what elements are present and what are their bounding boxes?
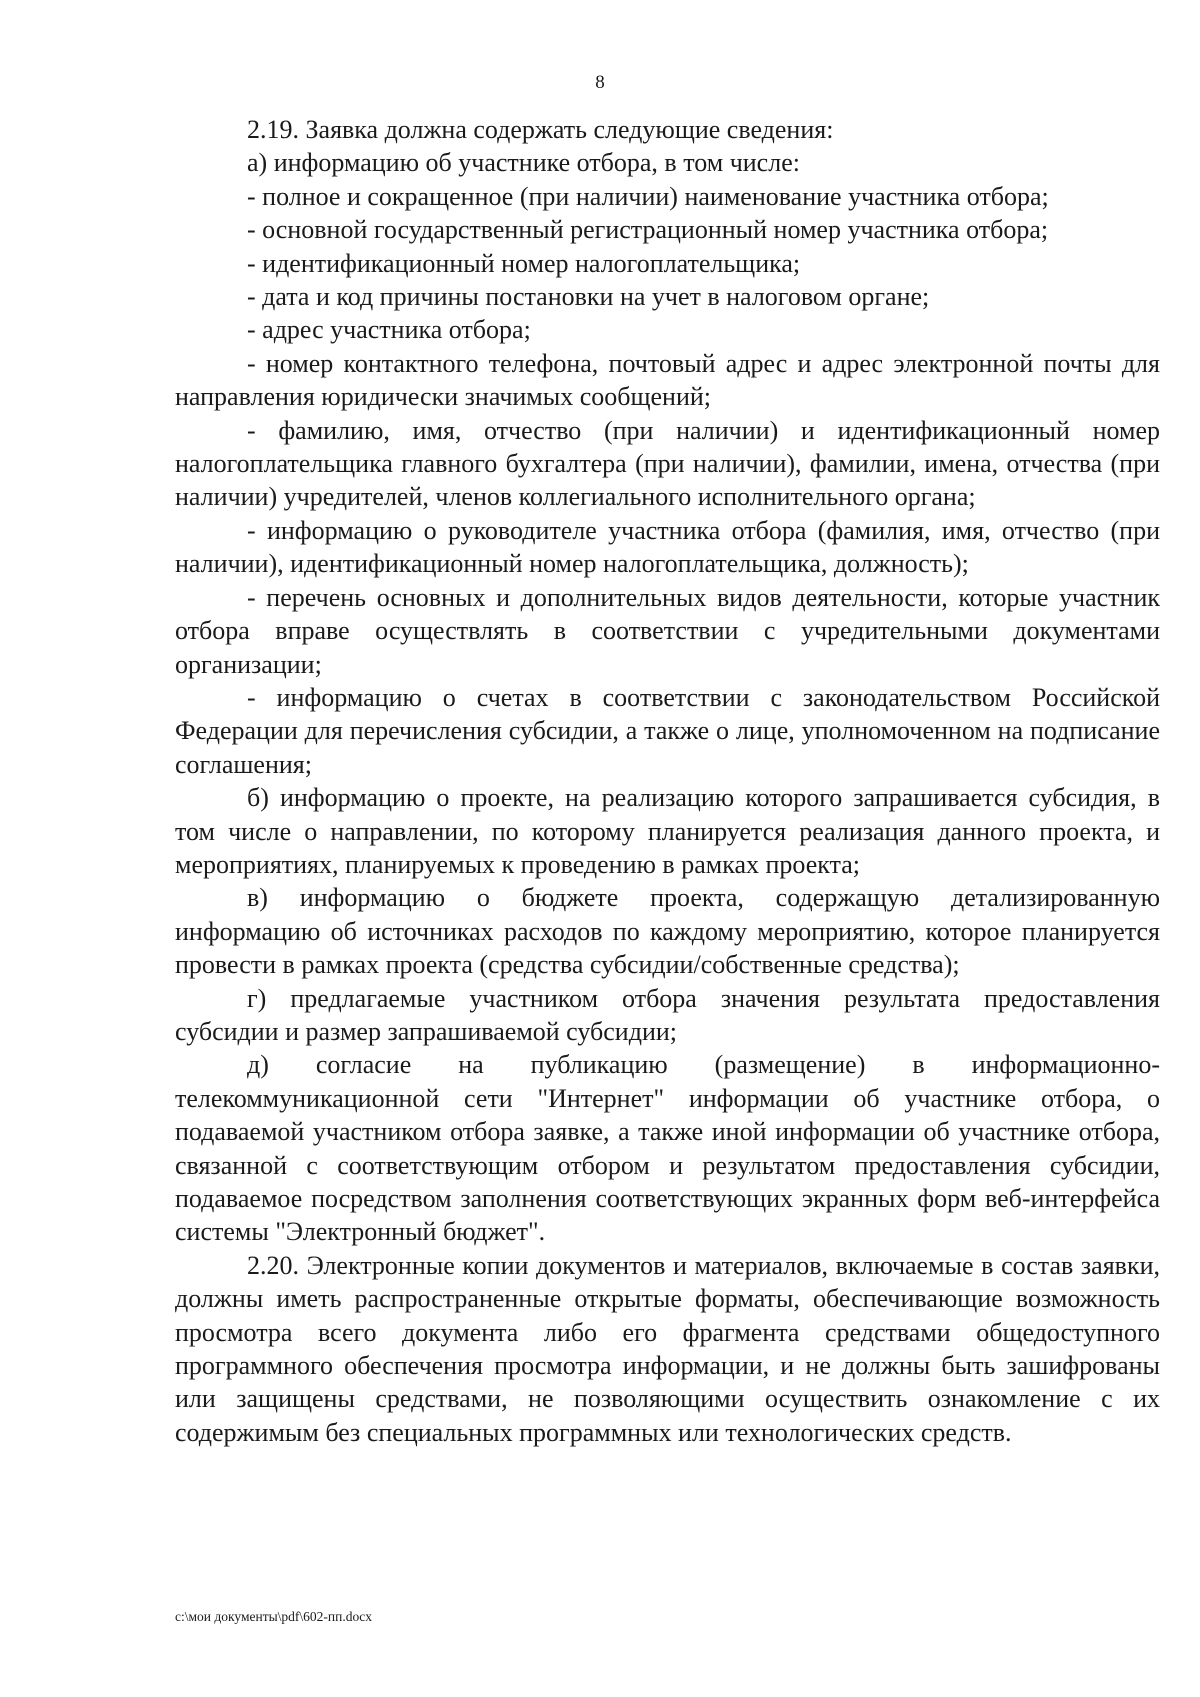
bullet-registration-date: - дата и код причины постановки на учет в налоговом органе; <box>247 282 930 312</box>
item-a-participant-info: а) информацию об участнике отбора, в том числе: <box>247 148 800 178</box>
bullet-accountant-founders: - фамилию, имя, отчество (при наличии) и идентификационный номер налогоплательщика главного бухгалтера (при наличии), фамилии, имена, отчества (при наличии) учредителей, членов коллегиального исполнительного органа; <box>175 415 1160 512</box>
bullet-director-info: - информацию о руководителе участника отбора (фамилия, имя, отчество (при наличии), идентификационный номер налогоплательщика, должность); <box>175 515 1160 579</box>
bullet-ogrn: - основной государственный регистрационный номер участника отбора; <box>247 215 1049 245</box>
section-2-20-electronic-copies: 2.20. Электронные копии документов и материалов, включаемые в состав заявки, должны иметь распространенные открытые форматы, обеспечивающие возможность просмотра всего документа либо его фрагмента средствами общедоступного программного обеспечения просмотра информации, и не должны быть зашифрованы или защищены средствами, не позволяющими осуществить ознакомление с их содержимым без специальных программных или технологических средств. <box>175 1250 1160 1447</box>
section-2-19-heading: 2.19. Заявка должна содержать следующие сведения: <box>247 115 834 144</box>
bullet-activities: - перечень основных и дополнительных видов деятельности, которые участник отбора вправе осуществлять в соответствии с учредительными документами организации; <box>175 582 1160 679</box>
item-g-result-values: г) предлагаемые участником отбора значения результата предоставления субсидии и размер запрашиваемой субсидии; <box>175 983 1160 1046</box>
item-b-project-info: б) информацию о проекте, на реализацию которого запрашивается субсидия, в том числе о направлении, по которому планируется реализация данного проекта, и мероприятиях, планируемых к проведению в рамках проекта; <box>175 783 1160 879</box>
item-v-budget-info: в) информацию о бюджете проекта, содержащую детализированную информацию об источниках расходов по каждому мероприятию, которое планируется провести в рамках проекта (средства субсидии/собственные средства); <box>175 883 1160 980</box>
document-body <box>175 113 1160 1449</box>
bullet-contacts: - номер контактного телефона, почтовый адрес и адрес электронной почты для направления юридически значимых сообщений; <box>175 348 1160 412</box>
bullet-accounts: - информацию о счетах в соответствии с законодательством Российской Федерации для перечисления субсидии, а также о лице, уполномоченном на подписание соглашения; <box>175 682 1160 779</box>
bullet-full-name: - полное и сокращенное (при наличии) наименование участника отбора; <box>247 181 1049 211</box>
bullet-address: - адрес участника отбора; <box>247 315 531 345</box>
page-number: 8 <box>595 72 605 93</box>
item-d-publication-consent: д) согласие на публикацию (размещение) в информационно-телекоммуникационной сети "Интернет" информации об участнике отбора, о подаваемой участником отбора заявке, а также иной информации об участнике отбора, связанной с соответствующим отбором и результатом предоставления субсидии, подаваемое посредством заполнения соответствующих экранных форм веб-интерфейса системы "Электронный бюджет". <box>175 1050 1160 1247</box>
footer-file-path: c:\мои документы\pdf\602-пп.docx <box>175 1609 372 1624</box>
bullet-inn: - идентификационный номер налогоплательщика; <box>247 248 801 278</box>
